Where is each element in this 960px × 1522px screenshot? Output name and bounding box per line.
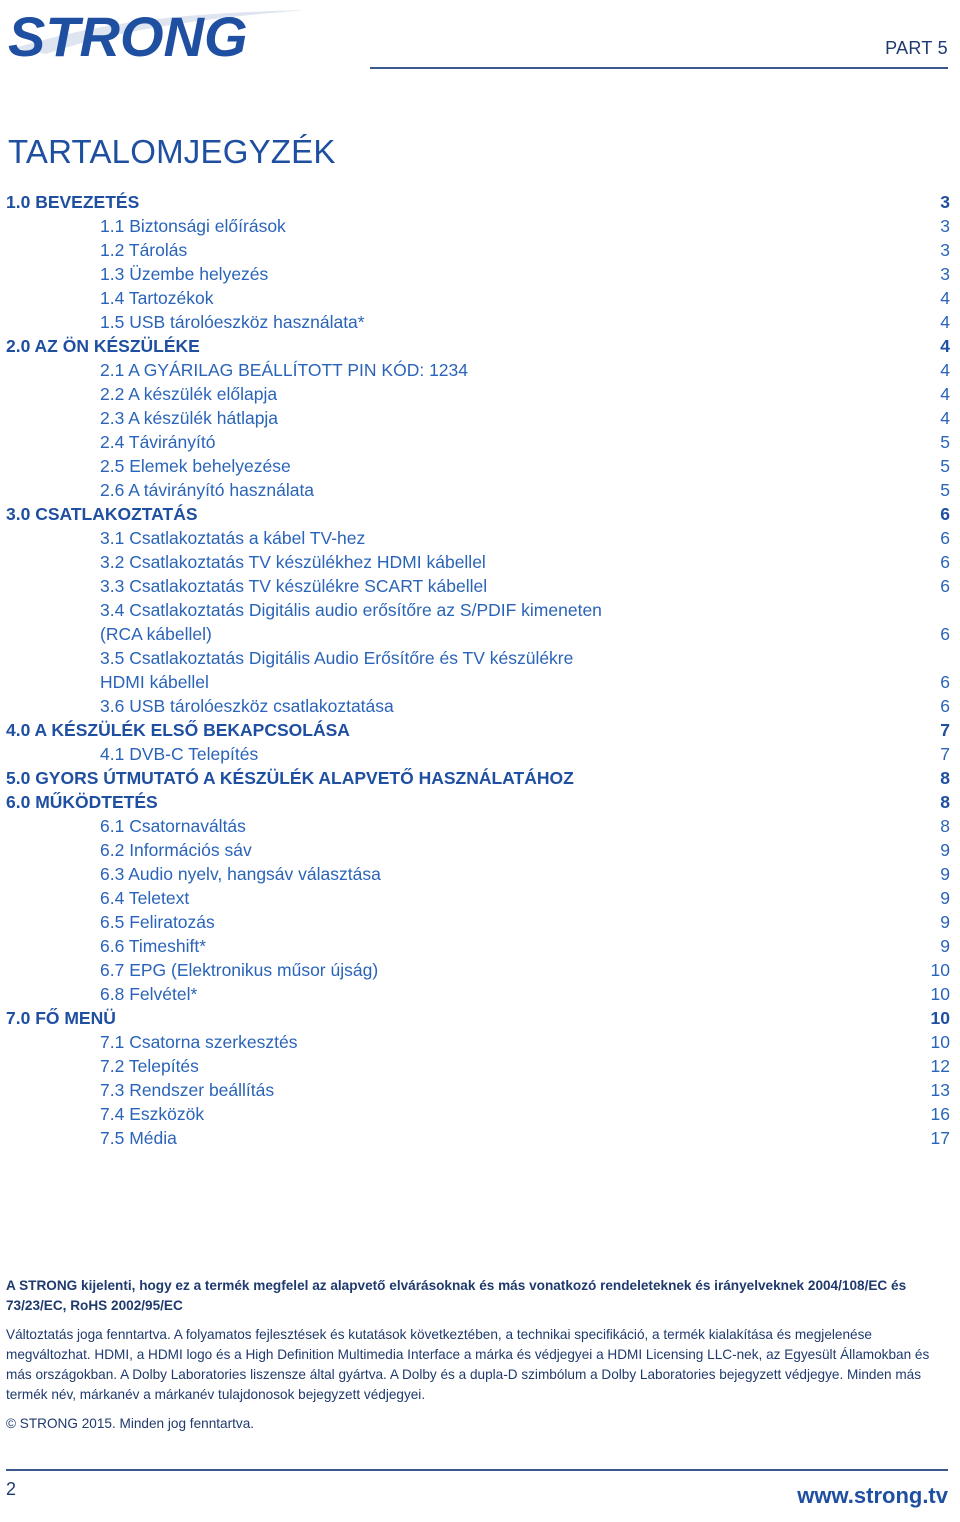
toc-entry-page: 6 [940, 504, 950, 524]
toc-subsection-entry[interactable] [6, 574, 950, 598]
toc-entry-page: 5 [940, 432, 950, 452]
toc-entry-label: 7.2 Telepítés [100, 1056, 199, 1076]
toc-entry-label: 1.2 Tárolás [100, 240, 188, 260]
toc-subsection-entry[interactable] [6, 742, 950, 766]
toc-entry-label: 4.0 A KÉSZÜLÉK ELSŐ BEKAPCSOLÁSA [6, 720, 350, 740]
toc-entry-label: 7.0 FŐ MENÜ [6, 1008, 116, 1028]
toc-section-entry[interactable] [6, 790, 950, 814]
toc-entry-page: 6 [940, 528, 950, 548]
toc-entry-page: 4 [940, 288, 950, 308]
toc-entry-page: 16 [930, 1104, 950, 1124]
toc-subsection-entry[interactable] [6, 598, 950, 622]
toc-entry-label: 6.8 Felvétel* [100, 984, 198, 1004]
toc-subsection-entry[interactable] [6, 958, 950, 982]
toc-subsection-entry[interactable] [6, 934, 950, 958]
toc-subsection-entry[interactable] [6, 886, 950, 910]
toc-subsection-entry[interactable] [6, 286, 950, 310]
page-title: TARTALOMJEGYZÉK [8, 133, 336, 170]
toc-subsection-entry[interactable] [6, 526, 950, 550]
toc-subsection-entry[interactable] [6, 406, 950, 430]
toc-entry-page: 8 [940, 816, 950, 836]
toc-entry-page: 4 [940, 360, 950, 380]
toc-entry-label: 1.1 Biztonsági előírások [100, 216, 286, 236]
toc-subsection-entry[interactable] [6, 262, 950, 286]
toc-entry-label: 4.1 DVB-C Telepítés [100, 744, 259, 764]
toc-subsection-entry[interactable] [6, 478, 950, 502]
toc-entry-page: 10 [930, 960, 950, 980]
toc-subsection-entry[interactable] [6, 310, 950, 334]
strong-logo [6, 4, 316, 64]
table-of-contents [6, 190, 950, 1150]
toc-entry-label: 2.3 A készülék hátlapja [100, 408, 279, 428]
toc-entry-page: 9 [940, 888, 950, 908]
toc-entry-label: 3.3 Csatlakoztatás TV készülékre SCART kábellel [100, 576, 488, 596]
toc-subsection-entry[interactable] [6, 358, 950, 382]
toc-entry-page: 6 [940, 672, 950, 692]
toc-subsection-entry[interactable] [6, 646, 950, 670]
toc-entry-label: 6.4 Teletext [100, 888, 190, 908]
toc-subsection-entry[interactable] [6, 694, 950, 718]
toc-entry-page: 8 [940, 768, 950, 788]
toc-section-entry[interactable] [6, 718, 950, 742]
toc-entry-page: 4 [940, 384, 950, 404]
toc-entry-label: 6.1 Csatornaváltás [100, 816, 246, 836]
toc-entry-page: 7 [940, 744, 950, 764]
toc-entry-page: 8 [940, 792, 950, 812]
toc-entry-label: 2.6 A távirányító használata [100, 480, 315, 500]
toc-entry-label: 3.0 CSATLAKOZTATÁS [6, 504, 198, 524]
toc-entry-label: 6.7 EPG (Elektronikus műsor újság) [100, 960, 379, 980]
toc-entry-page: 6 [940, 624, 950, 644]
toc-subsection-entry[interactable] [6, 1102, 950, 1126]
toc-entry-label: 1.3 Üzembe helyezés [100, 264, 269, 284]
toc-subsection-entry[interactable] [6, 1126, 950, 1150]
toc-subsection-entry[interactable] [6, 382, 950, 406]
toc-subsection-entry[interactable] [6, 838, 950, 862]
toc-entry-page: 6 [940, 576, 950, 596]
toc-entry-page: 5 [940, 480, 950, 500]
toc-entry-label: 3.2 Csatlakoztatás TV készülékhez HDMI kábellel [100, 552, 486, 572]
toc-subsection-entry[interactable] [6, 982, 950, 1006]
header-divider [370, 67, 948, 69]
toc-entry-label: 2.4 Távirányító [100, 432, 216, 452]
toc-entry-label: 3.5 Csatlakoztatás Digitális Audio Erősítőre és TV készülékre [100, 648, 574, 668]
toc-entry-page: 3 [940, 216, 950, 236]
toc-entry-label: 6.6 Timeshift* [100, 936, 207, 956]
toc-subsection-entry[interactable] [6, 1030, 950, 1054]
toc-section-entry[interactable] [6, 502, 950, 526]
part-label: PART 5 [885, 38, 948, 58]
toc-entry-label: 2.1 A GYÁRILAG BEÁLLÍTOTT PIN KÓD: 1234 [100, 360, 468, 380]
toc-subsection-entry[interactable] [6, 622, 950, 646]
toc-entry-page: 6 [940, 696, 950, 716]
toc-section-entry[interactable] [6, 334, 950, 358]
legal-notice: Változtatás joga fenntartva. A folyamatos fejlesztések és kutatások következtében, a technikai specifikáció, a termék kialakítása és megjelenése megváltozhat. HDMI, a HDMI logo és a High Definition Multimedia Interface a márka és védjegyei a HDMI Licensing LLC-nek, az Egyesült Államokban és más országokban. A Dolby Laboratories liszensze által gyártva. A Dolby és a dupla-D szimbólum a Dolby Laboratories bejegyzett védjegye. Minden más termék név, márkanév a márkanév tulajdonosok bejegyzett védjegyei. [6, 1327, 930, 1402]
footer-divider [6, 1469, 948, 1471]
toc-subsection-entry[interactable] [6, 430, 950, 454]
copyright: © STRONG 2015. Minden jog fenntartva. [6, 1416, 255, 1431]
toc-subsection-entry[interactable] [6, 1054, 950, 1078]
toc-entry-label: 5.0 GYORS ÚTMUTATÓ A KÉSZÜLÉK ALAPVETŐ HASZNÁLATÁHOZ [6, 768, 574, 788]
toc-entry-page: 7 [940, 720, 950, 740]
toc-section-entry[interactable] [6, 1006, 950, 1030]
toc-subsection-entry[interactable] [6, 214, 950, 238]
toc-entry-label: 2.0 AZ ÖN KÉSZÜLÉKE [6, 336, 200, 356]
toc-entry-label: (RCA kábellel) [100, 624, 212, 644]
toc-subsection-entry[interactable] [6, 814, 950, 838]
toc-entry-page: 3 [940, 240, 950, 260]
toc-subsection-entry[interactable] [6, 670, 950, 694]
toc-entry-label: 1.5 USB tárolóeszköz használata* [100, 312, 365, 332]
toc-entry-page: 12 [930, 1056, 950, 1076]
toc-entry-page: 9 [940, 840, 950, 860]
toc-entry-label: 6.5 Feliratozás [100, 912, 215, 932]
toc-entry-page: 6 [940, 552, 950, 572]
toc-entry-page: 3 [940, 264, 950, 284]
toc-entry-label: 7.1 Csatorna szerkesztés [100, 1032, 298, 1052]
toc-entry-label: 6.0 MŰKÖDTETÉS [6, 792, 158, 812]
toc-entry-page: 4 [940, 408, 950, 428]
toc-entry-label: 7.4 Eszközök [100, 1104, 205, 1124]
page-number: 2 [6, 1479, 17, 1499]
toc-entry-page: 3 [940, 192, 950, 212]
toc-entry-page: 4 [940, 312, 950, 332]
toc-subsection-entry[interactable] [6, 862, 950, 886]
toc-subsection-entry[interactable] [6, 1078, 950, 1102]
toc-entry-label: 6.2 Információs sáv [100, 840, 252, 860]
toc-entry-label: 2.2 A készülék előlapja [100, 384, 278, 404]
toc-entry-page: 13 [930, 1080, 950, 1100]
toc-entry-label: 3.6 USB tárolóeszköz csatlakoztatása [100, 696, 394, 716]
website-link[interactable]: www.strong.tv [797, 1483, 948, 1508]
toc-entry-label: 1.4 Tartozékok [100, 288, 214, 308]
toc-entry-page: 9 [940, 912, 950, 932]
toc-section-entry[interactable] [6, 766, 950, 790]
toc-subsection-entry[interactable] [6, 454, 950, 478]
toc-entry-page: 4 [940, 336, 950, 356]
toc-entry-page: 9 [940, 864, 950, 884]
toc-entry-label: 6.3 Audio nyelv, hangsáv választása [100, 864, 381, 884]
toc-entry-page: 10 [930, 1008, 950, 1028]
toc-subsection-entry[interactable] [6, 910, 950, 934]
toc-entry-label: 3.4 Csatlakoztatás Digitális audio erősítőre az S/PDIF kimeneten [100, 600, 602, 620]
toc-entry-label: 3.1 Csatlakoztatás a kábel TV-hez [100, 528, 366, 548]
toc-entry-page: 17 [930, 1128, 950, 1148]
toc-entry-page: 10 [930, 984, 950, 1004]
toc-entry-label: 7.5 Média [100, 1128, 177, 1148]
toc-entry-label: HDMI kábellel [100, 672, 209, 692]
toc-entry-page: 10 [930, 1032, 950, 1052]
toc-section-entry[interactable] [6, 190, 950, 214]
toc-entry-label: 2.5 Elemek behelyezése [100, 456, 291, 476]
toc-entry-label: 1.0 BEVEZETÉS [6, 192, 140, 212]
toc-entry-page: 9 [940, 936, 950, 956]
toc-entry-page: 5 [940, 456, 950, 476]
logo-text: STRONG [8, 5, 248, 64]
toc-entry-label: 7.3 Rendszer beállítás [100, 1080, 275, 1100]
declaration-block [6, 1276, 950, 1443]
toc-subsection-entry[interactable] [6, 550, 950, 574]
toc-subsection-entry[interactable] [6, 238, 950, 262]
compliance-statement: A STRONG kijelenti, hogy ez a termék megfelel az alapvető elvárásoknak és más vonatkozó rendeleteknek és irányelveknek 2004/108/EC és 73/23/EC, RoHS 2002/95/EC [6, 1278, 907, 1313]
